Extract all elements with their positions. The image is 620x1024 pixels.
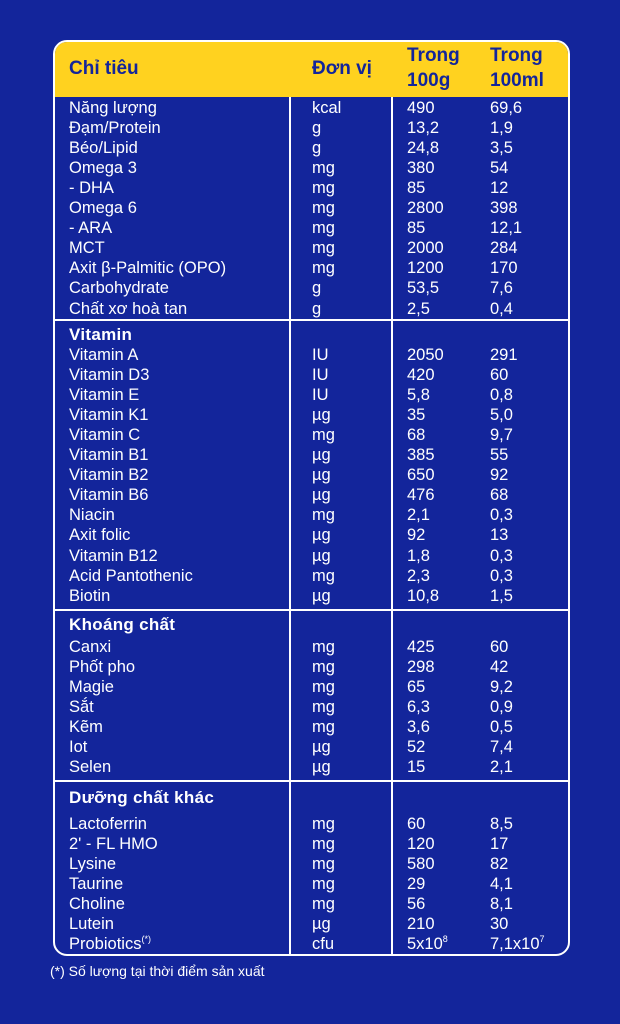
section-divider-other bbox=[55, 780, 568, 782]
table-row bbox=[55, 525, 568, 545]
table-row bbox=[55, 365, 568, 385]
nutrient-name: Omega 6 bbox=[69, 199, 137, 218]
section-title: Khoáng chất bbox=[69, 615, 176, 634]
header-unit: Đơn vị bbox=[312, 58, 372, 79]
value-per-100g: 385 bbox=[407, 446, 435, 465]
section-divider-vitamin bbox=[55, 319, 568, 321]
table-row bbox=[55, 657, 568, 677]
value-per-100ml: 82 bbox=[490, 855, 509, 874]
unit: g bbox=[312, 119, 322, 138]
value-per-100ml: 5,0 bbox=[490, 406, 513, 425]
table-row bbox=[55, 566, 568, 586]
nutrient-name: Phốt pho bbox=[69, 658, 136, 677]
table-row bbox=[55, 546, 568, 566]
value-per-100g: 35 bbox=[407, 406, 426, 425]
unit: mg bbox=[312, 239, 335, 258]
nutrient-name: Vitamin B6 bbox=[69, 486, 149, 505]
nutrient-name: Biotin bbox=[69, 586, 111, 605]
table-row bbox=[55, 425, 568, 445]
value-per-100ml: 0,8 bbox=[490, 386, 513, 405]
table-row bbox=[55, 118, 568, 138]
probiotics-per-100ml: $7,1x10^7$ bbox=[490, 934, 545, 953]
nutrient-name: - ARA bbox=[69, 219, 113, 238]
unit: µg bbox=[312, 526, 331, 545]
value-per-100ml: 4,1 bbox=[490, 875, 513, 894]
nutrient-name: Vitamin B2 bbox=[69, 466, 149, 485]
unit: mg bbox=[312, 566, 335, 585]
value-per-100g: 65 bbox=[407, 678, 426, 697]
section-title: Vitamin bbox=[69, 325, 133, 344]
unit: mg bbox=[312, 875, 335, 894]
table-row bbox=[55, 345, 568, 365]
table-row bbox=[55, 834, 568, 854]
nutrient-name: Choline bbox=[69, 895, 125, 914]
unit: g bbox=[312, 299, 322, 318]
unit: IU bbox=[312, 366, 329, 385]
table-row bbox=[55, 637, 568, 657]
nutrient-name: Lutein bbox=[69, 915, 114, 934]
section-title: Dưỡng chất khác bbox=[69, 788, 215, 807]
value-per-100g: 1,8 bbox=[407, 546, 430, 565]
table-row-probiotics bbox=[55, 934, 568, 954]
unit: mg bbox=[312, 426, 335, 445]
nutrient-name: Năng lượng bbox=[69, 99, 157, 117]
unit: mg bbox=[312, 718, 335, 737]
value-per-100g: 68 bbox=[407, 426, 426, 445]
value-per-100g: 24,8 bbox=[407, 139, 440, 158]
nutrient-name: Vitamin A bbox=[69, 346, 139, 364]
unit: µg bbox=[312, 466, 331, 485]
value-per-100ml: 284 bbox=[490, 239, 518, 258]
value-per-100g: 56 bbox=[407, 895, 426, 914]
unit: µg bbox=[312, 446, 331, 465]
unit: mg bbox=[312, 895, 335, 914]
nutrient-name: Carbohydrate bbox=[69, 279, 169, 298]
table-row bbox=[55, 586, 568, 606]
table-row bbox=[55, 98, 568, 118]
value-per-100g: 53,5 bbox=[407, 279, 440, 298]
value-per-100g: 420 bbox=[407, 366, 435, 385]
value-per-100ml: 0,4 bbox=[490, 299, 513, 318]
nutrient-name: Vitamin B12 bbox=[69, 546, 158, 565]
unit: kcal bbox=[312, 99, 342, 117]
value-per-100ml: 68 bbox=[490, 486, 509, 505]
unit: mg bbox=[312, 219, 335, 238]
nutrient-name: Vitamin D3 bbox=[69, 366, 150, 385]
value-per-100g: 210 bbox=[407, 915, 435, 934]
unit: mg bbox=[312, 698, 335, 717]
value-per-100g: 13,2 bbox=[407, 119, 440, 138]
value-per-100ml: 291 bbox=[490, 346, 518, 364]
probiotics-footnote-mark: (*) bbox=[141, 934, 151, 944]
nutrient-name: Iot bbox=[69, 738, 88, 757]
unit: mg bbox=[312, 259, 335, 278]
unit: µg bbox=[312, 546, 331, 565]
value-per-100ml: 1,9 bbox=[490, 119, 513, 138]
table-row bbox=[55, 465, 568, 485]
unit: mg bbox=[312, 678, 335, 697]
unit: mg bbox=[312, 506, 335, 525]
probiotics-unit: cfu bbox=[312, 935, 335, 953]
nutrient-name: 2' - FL HMO bbox=[69, 835, 158, 854]
table-row bbox=[55, 178, 568, 198]
nutrient-name: Đạm/Protein bbox=[69, 119, 161, 138]
value-per-100ml: 17 bbox=[490, 835, 509, 854]
nutrient-name: Vitamin E bbox=[69, 386, 140, 405]
value-per-100ml: 0,3 bbox=[490, 566, 513, 585]
nutrient-name: Vitamin K1 bbox=[69, 406, 149, 425]
value-per-100ml: 9,7 bbox=[490, 426, 513, 445]
value-per-100g: 1200 bbox=[407, 259, 444, 278]
value-per-100g: 5,8 bbox=[407, 386, 430, 405]
header-per-100g-line1: Trong bbox=[407, 45, 460, 66]
value-per-100g: 2,3 bbox=[407, 566, 430, 585]
nutrient-name: Magie bbox=[69, 678, 114, 697]
table-row bbox=[55, 299, 568, 319]
value-per-100ml: 60 bbox=[490, 366, 509, 385]
value-per-100ml: 0,5 bbox=[490, 718, 513, 737]
nutrient-name: Niacin bbox=[69, 506, 115, 525]
table-row bbox=[55, 238, 568, 258]
value-per-100ml: 7,6 bbox=[490, 279, 513, 298]
unit: g bbox=[312, 279, 322, 298]
value-per-100g: 650 bbox=[407, 466, 435, 485]
unit: mg bbox=[312, 159, 335, 178]
value-per-100g: 92 bbox=[407, 526, 426, 545]
value-per-100ml: 0,9 bbox=[490, 698, 513, 717]
unit: mg bbox=[312, 638, 335, 656]
table-row bbox=[55, 218, 568, 238]
table-row bbox=[55, 737, 568, 757]
table-header bbox=[55, 42, 568, 97]
value-per-100g: 15 bbox=[407, 758, 426, 777]
nutrient-name: Vitamin C bbox=[69, 426, 141, 445]
value-per-100g: 60 bbox=[407, 815, 426, 833]
header-per-100ml-line1: Trong bbox=[490, 45, 543, 66]
value-per-100g: 3,6 bbox=[407, 718, 430, 737]
value-per-100ml: 92 bbox=[490, 466, 509, 485]
table-row bbox=[55, 505, 568, 525]
value-per-100g: 298 bbox=[407, 658, 435, 677]
table-row bbox=[55, 677, 568, 697]
unit: mg bbox=[312, 855, 335, 874]
value-per-100ml: 0,3 bbox=[490, 546, 513, 565]
value-per-100g: 85 bbox=[407, 179, 426, 198]
nutrient-name: Taurine bbox=[69, 875, 124, 894]
nutrient-name: Lactoferrin bbox=[69, 815, 147, 833]
table-row bbox=[55, 854, 568, 874]
nutrient-name: Chất xơ hoà tan bbox=[69, 299, 188, 318]
probiotics-per-100g: $5x10^8$ bbox=[407, 934, 448, 953]
header-criteria: Chỉ tiêu bbox=[69, 58, 139, 79]
nutrient-name: Axit β-Palmitic (OPO) bbox=[69, 259, 227, 278]
unit: mg bbox=[312, 179, 335, 198]
nutrient-name: Omega 3 bbox=[69, 159, 137, 178]
value-per-100g: 52 bbox=[407, 738, 426, 757]
value-per-100g: 490 bbox=[407, 99, 435, 117]
value-per-100ml: 8,1 bbox=[490, 895, 513, 914]
table-row bbox=[55, 814, 568, 834]
unit: mg bbox=[312, 658, 335, 677]
header-per-100g-line2: 100g bbox=[407, 70, 451, 91]
section-divider-minerals bbox=[55, 609, 568, 611]
value-per-100ml: 60 bbox=[490, 638, 509, 656]
nutrient-name: - DHA bbox=[69, 179, 114, 198]
unit: µg bbox=[312, 738, 331, 757]
table-row bbox=[55, 405, 568, 425]
value-per-100ml: 7,4 bbox=[490, 738, 513, 757]
nutrient-name: Sắt bbox=[69, 698, 94, 717]
value-per-100ml: 12,1 bbox=[490, 219, 523, 238]
table-row bbox=[55, 258, 568, 278]
unit: g bbox=[312, 139, 322, 158]
value-per-100g: 120 bbox=[407, 835, 435, 854]
value-per-100ml: 398 bbox=[490, 199, 518, 218]
table-row bbox=[55, 385, 568, 405]
footnote: (*) Số lượng tại thời điểm sản xuất bbox=[50, 963, 265, 979]
table-row bbox=[55, 198, 568, 218]
value-per-100g: 2050 bbox=[407, 346, 444, 364]
nutrient-name: MCT bbox=[69, 239, 105, 258]
nutrient-name: Acid Pantothenic bbox=[69, 566, 193, 585]
header-per-100ml-line2: 100ml bbox=[490, 70, 544, 91]
nutrition-table bbox=[53, 40, 570, 956]
value-per-100ml: 1,5 bbox=[490, 586, 513, 605]
unit: µg bbox=[312, 486, 331, 505]
nutrient-name: Kẽm bbox=[69, 718, 103, 737]
value-per-100ml: 13 bbox=[490, 526, 509, 545]
value-per-100g: 10,8 bbox=[407, 586, 440, 605]
table-row bbox=[55, 914, 568, 934]
value-per-100g: 580 bbox=[407, 855, 435, 874]
nutrient-name: Lysine bbox=[69, 855, 117, 874]
nutrient-name: Canxi bbox=[69, 638, 112, 656]
value-per-100g: 29 bbox=[407, 875, 426, 894]
table-row bbox=[55, 894, 568, 914]
table-row bbox=[55, 278, 568, 298]
value-per-100g: 85 bbox=[407, 219, 426, 238]
value-per-100ml: 3,5 bbox=[490, 139, 513, 158]
unit: IU bbox=[312, 386, 329, 405]
value-per-100g: 2,1 bbox=[407, 506, 430, 525]
unit: µg bbox=[312, 406, 331, 425]
nutrient-name: Vitamin B1 bbox=[69, 446, 149, 465]
value-per-100ml: 0,3 bbox=[490, 506, 513, 525]
table-row bbox=[55, 757, 568, 777]
value-per-100ml: 54 bbox=[490, 159, 509, 178]
table-row bbox=[55, 874, 568, 894]
value-per-100g: 2800 bbox=[407, 199, 444, 218]
table-row bbox=[55, 697, 568, 717]
unit: µg bbox=[312, 586, 331, 605]
value-per-100ml: 69,6 bbox=[490, 99, 523, 117]
value-per-100ml: 12 bbox=[490, 179, 509, 198]
value-per-100ml: 30 bbox=[490, 915, 509, 934]
unit: µg bbox=[312, 758, 331, 777]
unit: mg bbox=[312, 835, 335, 854]
value-per-100g: 6,3 bbox=[407, 698, 430, 717]
unit: mg bbox=[312, 815, 335, 833]
value-per-100ml: 42 bbox=[490, 658, 509, 677]
probiotics-name: Probiotics(*) bbox=[69, 934, 151, 953]
table-row bbox=[55, 158, 568, 178]
nutrient-name: Axit folic bbox=[69, 526, 131, 545]
value-per-100ml: 170 bbox=[490, 259, 518, 278]
value-per-100ml: 55 bbox=[490, 446, 509, 465]
table-row bbox=[55, 138, 568, 158]
table-row bbox=[55, 445, 568, 465]
unit: mg bbox=[312, 199, 335, 218]
value-per-100ml: 9,2 bbox=[490, 678, 513, 697]
value-per-100g: 476 bbox=[407, 486, 435, 505]
unit: µg bbox=[312, 915, 331, 934]
value-per-100ml: 8,5 bbox=[490, 815, 513, 833]
value-per-100g: 425 bbox=[407, 638, 435, 656]
value-per-100ml: 2,1 bbox=[490, 758, 513, 777]
nutrient-name: Selen bbox=[69, 758, 112, 777]
unit: IU bbox=[312, 346, 329, 364]
nutrient-name: Béo/Lipid bbox=[69, 139, 138, 158]
table-row bbox=[55, 717, 568, 737]
table-row bbox=[55, 485, 568, 505]
value-per-100g: 2,5 bbox=[407, 299, 430, 318]
value-per-100g: 380 bbox=[407, 159, 435, 178]
value-per-100g: 2000 bbox=[407, 239, 444, 258]
